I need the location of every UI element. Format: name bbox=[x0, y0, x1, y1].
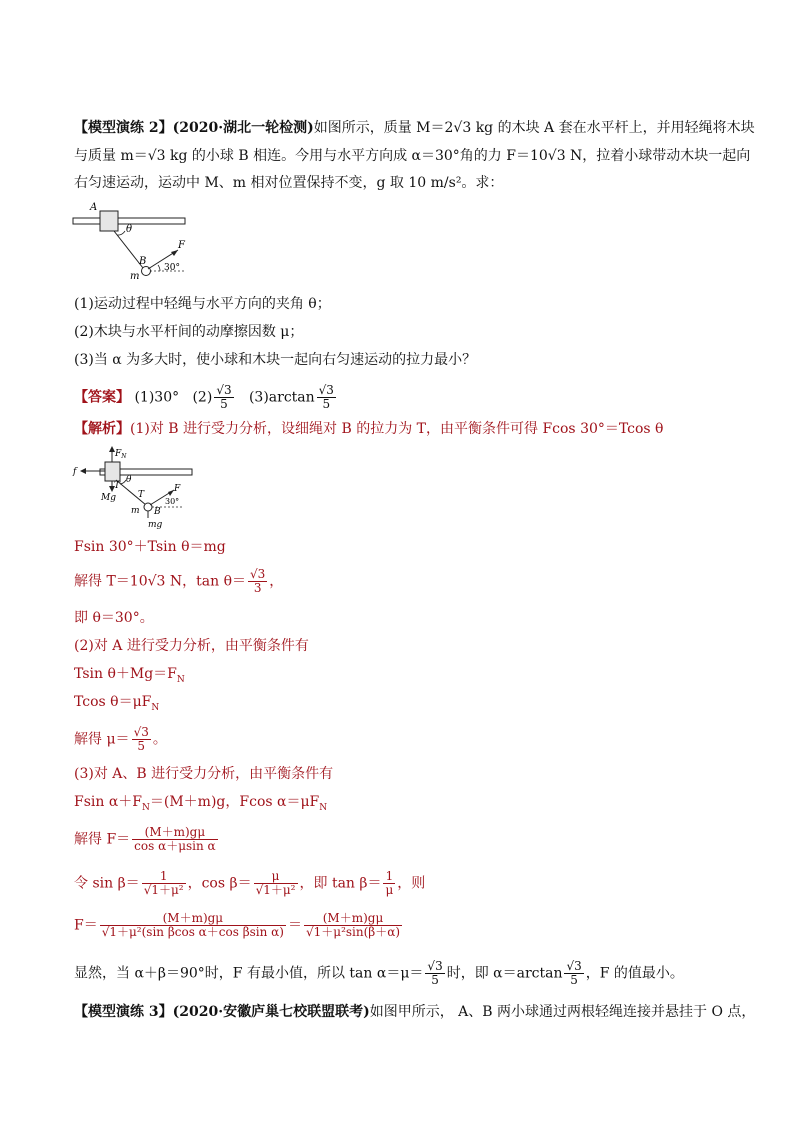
analysis-line-9: (3)对 A、B 进行受力分析，由平衡条件有 bbox=[74, 766, 334, 782]
problem3-source: (2020·安徽庐巢七校联盟联考) bbox=[172, 1004, 370, 1020]
fraction-tan-beta: $\frac{1}{\mu}$ bbox=[385, 869, 394, 897]
label-f: f bbox=[73, 467, 77, 477]
answer-fraction-3: $\frac{√3}{5}$ bbox=[318, 383, 334, 411]
problem3-text: 如图甲所示， A、B 两小球通过两根轻绳连接并悬挂于 O 点， bbox=[369, 1004, 756, 1020]
label-T-upper: T bbox=[114, 481, 121, 491]
label-angle-2: 30° bbox=[165, 497, 180, 506]
figure-rod-block-ball bbox=[70, 198, 200, 280]
label-B-2: B bbox=[154, 507, 161, 517]
analysis-line-14: 显然，当 α＋β＝90°时，F 有最小值，所以 tan α＝μ＝ $\frac{√3}{5}$ 时，即 α＝arctan $\frac{√3}{5}$ ，F 的值最小。 bbox=[74, 959, 684, 987]
fraction-F-expanded: $\frac{(M+m)g\mu}{\text{√1＋μ²(sin βcos α＋cos βsin α)}}$ bbox=[101, 911, 284, 939]
answer-part2: (2) bbox=[192, 389, 213, 406]
problem2-line1 bbox=[74, 118, 755, 138]
analysis-line-7: Tcos $\theta=\mu F_N$ bbox=[74, 694, 160, 713]
analysis-line-3: 解得 T＝10√3 N，tan θ＝ $\frac{√3}{3}$ ， bbox=[74, 567, 284, 595]
answer-part1: (1)30° bbox=[134, 389, 180, 406]
label-B: B bbox=[139, 256, 147, 267]
fraction-mu: $\frac{√3}{5}$ bbox=[133, 725, 149, 753]
figure-force-analysis bbox=[70, 444, 200, 530]
fraction-F: $\frac{(M+m)g\mu}{\text{cos α＋μsin α}}$ bbox=[134, 825, 216, 853]
fraction-cos-beta: $\frac{\mu}{\text{√1＋μ²}}$ bbox=[255, 869, 296, 897]
fraction-arctan: $\frac{√3}{5}$ bbox=[566, 959, 582, 987]
label-mg: mg bbox=[148, 520, 163, 530]
problem-label: 【模型演练 2】 bbox=[74, 120, 173, 136]
answer-label: 【答案】 bbox=[74, 389, 130, 406]
label-F: F bbox=[178, 240, 185, 251]
problem3-label: 【模型演练 3】 bbox=[74, 1004, 173, 1020]
problem-source: (2020·湖北一轮检测) bbox=[172, 120, 314, 136]
analysis-line-11: 解得 F＝ $\frac{(M+m)g\mu}{\text{cos α＋μsin α}}$ bbox=[74, 825, 216, 853]
label-m-2: m bbox=[131, 506, 140, 516]
question-3: (3)当 α 为多大时，使小球和木块一起向右匀速运动的拉力最小？ bbox=[74, 352, 477, 368]
fraction-F-simplified: $\frac{(M+m)g\mu}{\text{√1＋μ²sin(β＋α)}}$ bbox=[305, 911, 401, 939]
analysis-line-5: (2)对 A 进行受力分析，由平衡条件有 bbox=[74, 638, 309, 654]
label-F-2: F bbox=[174, 484, 181, 494]
label-m: m bbox=[130, 271, 140, 280]
answer-fraction-2: $\frac{√3}{5}$ bbox=[216, 383, 232, 411]
label-T-lower: T bbox=[138, 490, 145, 500]
analysis-line-12: 令 sin β＝ $\frac{1}{\text{√1＋μ²}}$ ，cos β＝ $\frac{\mu}{\text{√1＋μ²}}$ ，即 tan β＝ $\frac{1}{\mu}$ ，则 bbox=[74, 869, 426, 897]
fraction-sin-beta: $\frac{1}{\text{√1＋μ²}}$ bbox=[143, 869, 184, 897]
analysis-line-6: Tsin $\theta+Mg=F_N$ bbox=[74, 666, 185, 685]
answer-part3: (3)arctan bbox=[248, 389, 315, 406]
label-theta: θ bbox=[126, 224, 133, 235]
analysis-line-1: 【解析】(1)对 B 进行受力分析，设细绳对 B 的拉力为 T，由平衡条件可得 Fcos 30°＝Tcos θ bbox=[74, 421, 664, 437]
analysis-line-2: Fsin 30°＋Tsin θ＝mg bbox=[74, 539, 226, 555]
label-angle: 30° bbox=[164, 263, 180, 273]
problem2-line2: 与质量 m＝√3 kg 的小球 B 相连。今用与水平方向成 α＝30°角的力 F＝10√3 N，拉着小球带动木块一起向 bbox=[74, 148, 751, 164]
problem2-line3: 右匀速运动，运动中 M、m 相对位置保持不变，g 取 10 m/s²。求： bbox=[74, 175, 504, 191]
fraction-tan-theta: $\frac{√3}{3}$ bbox=[250, 567, 266, 595]
analysis-line-13: F＝ $\frac{(M+m)g\mu}{\text{√1＋μ²(sin βcos α＋cos βsin α)}}$ ＝ $\frac{(M+m)g\mu}{\text{√1＋μ²sin(β＋α)}}$ bbox=[74, 911, 401, 939]
fraction-tan-alpha: $\frac{√3}{5}$ bbox=[427, 959, 443, 987]
label-FN: $F_N$ bbox=[115, 449, 127, 460]
analysis-label: 【解析】 bbox=[74, 421, 130, 437]
analysis-line-4: 即 θ＝30°。 bbox=[74, 610, 154, 626]
label-A: A bbox=[90, 202, 98, 213]
label-Mg: Mg bbox=[101, 493, 116, 503]
question-2: (2)木块与水平杆间的动摩擦因数 μ； bbox=[74, 324, 304, 340]
answer-line bbox=[74, 384, 338, 411]
analysis-line-10: Fsin $\alpha+F_N=(M+m)g$，Fcos $\alpha=\mu F_N$ bbox=[74, 794, 328, 813]
problem-text: 如图所示，质量 M＝2√3 kg 的木块 A 套在水平杆上，并用轻绳将木块 bbox=[313, 120, 755, 136]
question-1: (1)运动过程中轻绳与水平方向的夹角 θ； bbox=[74, 296, 331, 312]
analysis-line-8: 解得 μ＝ $\frac{√3}{5}$ 。 bbox=[74, 725, 167, 753]
label-theta-2: θ bbox=[126, 475, 132, 485]
problem3-line1 bbox=[74, 1002, 755, 1022]
